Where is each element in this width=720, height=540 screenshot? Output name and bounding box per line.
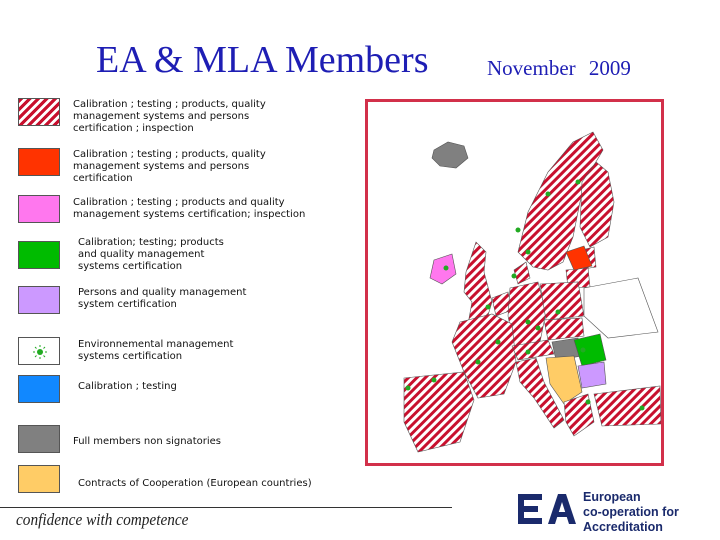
country-poland bbox=[540, 282, 584, 320]
country-unshaded bbox=[584, 278, 658, 338]
legend-label: Calibration; testing; products and quality management systems certification bbox=[78, 237, 224, 272]
page-title: EA & MLA Members bbox=[96, 39, 429, 81]
legend-swatch-pink bbox=[18, 195, 60, 223]
footer-slogan: confidence with competence bbox=[16, 510, 189, 529]
europe-map-graphic bbox=[368, 102, 661, 463]
legend-label: Contracts of Cooperation (European countries) bbox=[78, 478, 312, 489]
legend-label: Calibration ; testing bbox=[78, 381, 177, 392]
legend-label: Full members non signatories bbox=[73, 436, 221, 447]
country-lilac-block bbox=[578, 362, 606, 388]
green-dot-icon bbox=[19, 338, 61, 366]
legend-swatch-orange bbox=[18, 465, 60, 493]
country-green-block bbox=[574, 334, 606, 366]
ea-logo bbox=[516, 488, 578, 534]
legend-swatch-white bbox=[18, 337, 60, 365]
legend-label: Calibration ; testing ; products, quality management systems and persons certification ; inspection bbox=[73, 99, 266, 134]
page-subtitle-date: November 2009 bbox=[487, 56, 631, 80]
legend-swatch-lilac bbox=[18, 286, 60, 314]
legend-swatch-grey bbox=[18, 425, 60, 453]
legend-swatch-blue bbox=[18, 375, 60, 403]
ea-logo-icon bbox=[516, 488, 578, 530]
legend-label: Calibration ; testing ; products, quality management systems and persons certification bbox=[73, 149, 266, 184]
europe-map bbox=[365, 99, 664, 466]
country-uk bbox=[464, 242, 492, 324]
ea-organization-name: European co-operation for Accreditation bbox=[583, 490, 679, 534]
legend-label: Environnemental management systems certification bbox=[78, 339, 234, 362]
country-germany bbox=[508, 282, 546, 346]
footer-divider bbox=[0, 507, 452, 508]
country-czech-slovakia bbox=[544, 318, 584, 340]
country-denmark bbox=[514, 262, 530, 284]
country-turkey bbox=[594, 386, 661, 426]
country-spain-portugal bbox=[404, 372, 474, 452]
legend-label: Calibration ; testing ; products and quality management systems certification; inspection bbox=[73, 197, 306, 220]
country-ireland bbox=[430, 254, 456, 284]
country-iceland bbox=[432, 142, 468, 168]
legend-swatch-green bbox=[18, 241, 60, 269]
legend-swatch-hatched bbox=[18, 98, 60, 126]
legend-swatch-red bbox=[18, 148, 60, 176]
legend-label: Persons and quality management system certification bbox=[78, 287, 247, 310]
